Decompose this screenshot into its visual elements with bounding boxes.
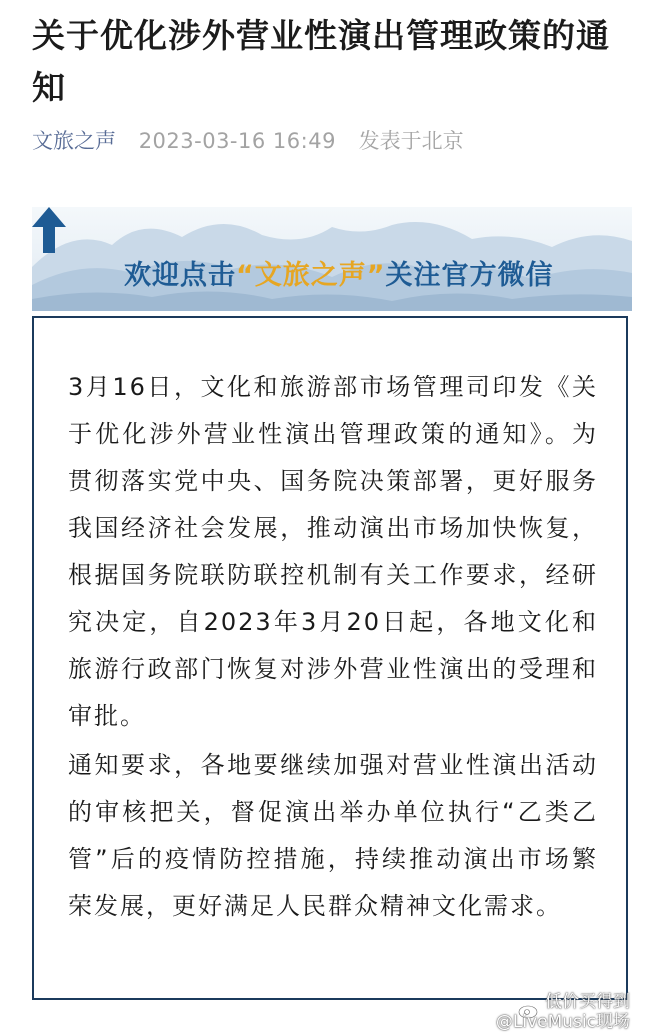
publish-location: 发表于北京 xyxy=(358,129,464,153)
banner-text-before: 欢迎点击 xyxy=(124,260,236,291)
article-title: 关于优化涉外营业性演出管理政策的通知 xyxy=(32,16,610,107)
account-name-link[interactable]: 文旅之声 xyxy=(32,129,116,153)
article-meta xyxy=(32,124,464,158)
notice-content-box xyxy=(32,316,628,1000)
banner-account-highlight: “文旅之声” xyxy=(236,260,386,291)
arrow-up-icon xyxy=(32,207,66,253)
watermark-line-2: @LiveMusic现场 xyxy=(495,1012,630,1032)
body-paragraph-1: 3月16日，文化和旅游部市场管理司印发《关于优化涉外营业性演出管理政策的通知》。为贯彻落实党中央、国务院决策部署，更好服务我国经济社会发展，推动演出市场加快恢复，根据国务院联防联控机制有关工作要求，经研究决定，自2023年3月20日起，各地文化和旅游行政部门恢复对涉外营业性演出的受理和审批。 xyxy=(68,373,598,730)
weibo-watermark xyxy=(496,992,630,1032)
banner-caption xyxy=(124,253,554,292)
follow-banner[interactable] xyxy=(32,207,632,311)
publish-date: 2023-03-16 16:49 xyxy=(138,129,336,153)
banner-text-after: 关注官方微信 xyxy=(385,260,554,291)
watermark-line-1: 低价买得到 xyxy=(545,992,630,1012)
body-paragraph-2: 通知要求，各地要继续加强对营业性演出活动的审核把关，督促演出举办单位执行“乙类乙管”后的疫情防控措施，持续推动演出市场繁荣发展，更好满足人民群众精神文化需求。 xyxy=(68,751,598,920)
